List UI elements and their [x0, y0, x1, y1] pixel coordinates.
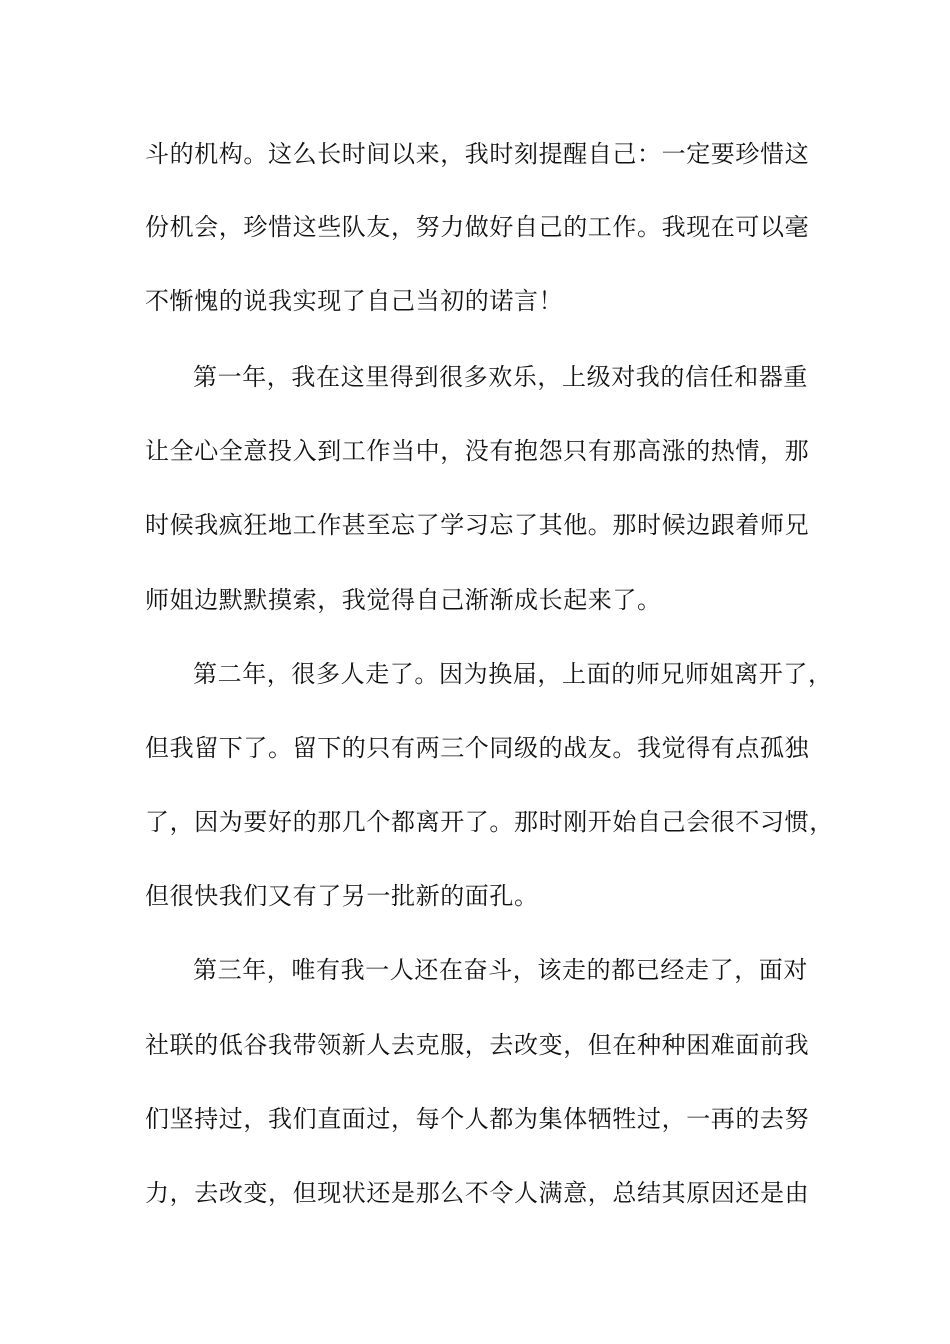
text-line: 让全心全意投入到工作当中，没有抱怨只有那高涨的热情，那	[145, 437, 810, 465]
paragraph-first-line: 第一年，我在这里得到很多欢乐，上级对我的信任和器重	[193, 363, 808, 391]
text-line: 力，去改变，但现状还是那么不令人满意，总结其原因还是由	[145, 1179, 810, 1207]
text-line: 们坚持过，我们直面过，每个人都为集体牺牲过，一再的去努	[145, 1105, 810, 1133]
text-line: 了，因为要好的那几个都离开了。那时刚开始自己会很不习惯，	[145, 808, 834, 836]
paragraph-first-line: 第三年，唯有我一人还在奋斗，该走的都已经走了，面对	[193, 956, 808, 984]
text-line: 时候我疯狂地工作甚至忘了学习忘了其他。那时候边跟着师兄	[145, 511, 810, 539]
paragraph-first-line: 第二年，很多人走了。因为换届，上面的师兄师姐离开了，	[193, 660, 833, 688]
text-line: 份机会，珍惜这些队友，努力做好自己的工作。我现在可以毫	[145, 213, 810, 241]
text-line: 社联的低谷我带领新人去克服，去改变，但在种种困难面前我	[145, 1031, 810, 1059]
text-line: 但很快我们又有了另一批新的面孔。	[145, 882, 539, 910]
text-line: 不惭愧的说我实现了自己当初的诺言！	[145, 287, 564, 315]
text-line: 斗的机构。这么长时间以来，我时刻提醒自己：一定要珍惜这	[145, 140, 810, 168]
text-line: 但我留下了。留下的只有两三个同级的战友。我觉得有点孤独	[145, 734, 810, 762]
text-line: 师姐边默默摸索，我觉得自己渐渐成长起来了。	[145, 586, 662, 614]
